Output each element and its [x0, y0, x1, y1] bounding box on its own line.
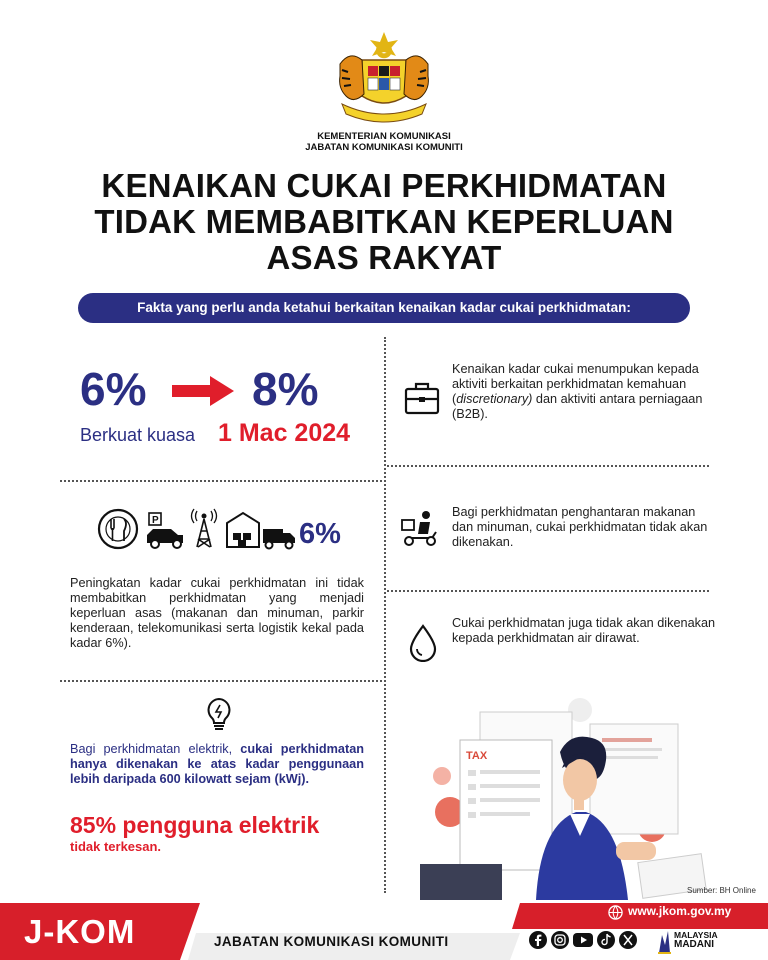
divider	[60, 480, 382, 482]
svg-text:P: P	[152, 515, 159, 526]
effective-label: Berkuat kuasa	[80, 425, 196, 445]
discretionary-text-b: dan aktiviti antara perniagaan (B2B).	[452, 392, 703, 421]
madani-logo-icon	[656, 929, 672, 955]
essentials-text: Peningkatan kadar cukai perkhidmatan ini tidak membabitkan perkhidmatan yang menjadi keperluan asas (makanan dan minuman, parkir kenderaan, telekomunikasi serta logistik kekal pada kadar 6%).	[70, 576, 364, 650]
discretionary-text	[452, 362, 718, 422]
jkom-logo: J-KOM	[24, 913, 136, 950]
malaysia-coat-of-arms-icon	[334, 30, 434, 126]
instagram-icon[interactable]	[551, 931, 569, 949]
essentials-rate: 6%	[299, 518, 341, 550]
title-line-1: KENAIKAN CUKAI PERKHIDMATAN	[101, 167, 667, 204]
food-delivery-icon	[400, 508, 440, 548]
madani-line-2: MADANI	[674, 939, 714, 950]
department-line: JABATAN KOMUNIKASI KOMUNITI	[305, 142, 463, 153]
tax-label: TAX	[466, 750, 488, 762]
facebook-icon[interactable]	[529, 931, 547, 949]
vertical-divider	[384, 337, 386, 893]
electric-stat-sub: tidak terkesan.	[70, 839, 162, 854]
x-icon[interactable]	[619, 931, 637, 949]
discretionary-term: discretionary)	[456, 392, 533, 406]
electric-stat: 85% pengguna elektrik	[70, 812, 320, 838]
tiktok-icon[interactable]	[597, 931, 615, 949]
electric-text-bold: cukai perkhidmatan hanya dikenakan ke atas kadar penggunaan lebih daripada 600 kilowatt sejam (kWj).	[70, 742, 364, 786]
telecom-tower-icon	[192, 509, 217, 547]
page-title	[0, 168, 768, 276]
old-rate: 6%	[80, 363, 147, 415]
electric-text	[70, 742, 364, 787]
youtube-icon[interactable]	[573, 933, 593, 947]
source-note: Sumber: BH Online	[687, 886, 756, 895]
arrow-right-icon	[172, 376, 234, 406]
divider	[387, 465, 709, 467]
tax-illustration	[420, 690, 720, 900]
electric-text-plain: Bagi perkhidmatan elektrik,	[70, 742, 233, 756]
new-rate: 8%	[252, 363, 319, 415]
warehouse-icon	[227, 513, 259, 547]
discretionary-text-a: Kenaikan kadar cukai menumpukan kepada aktiviti berkaitan perkhidmatan kemahuan (	[452, 362, 699, 406]
website-link[interactable]: www.jkom.gov.my	[628, 904, 732, 918]
globe-icon	[608, 905, 623, 920]
essentials-icons	[97, 507, 297, 551]
effective-date: 1 Mac 2024	[218, 419, 351, 447]
parking-car-icon	[147, 513, 183, 548]
title-line-2: TIDAK MEMBABITKAN KEPERLUAN	[94, 203, 674, 240]
delivery-text: Bagi perkhidmatan penghantaran makanan dan minuman, cukai perkhidmatan tidak akan dikenakan.	[452, 505, 708, 549]
facts-banner: Fakta yang perlu anda ketahui berkaitan kenaikan kadar cukai perkhidmatan:	[78, 293, 690, 323]
briefcase-icon	[402, 378, 442, 418]
madani-line-1: MALAYSIA	[674, 930, 718, 940]
divider	[60, 680, 382, 682]
ministry-name	[0, 131, 768, 153]
water-text: Cukai perkhidmatan juga tidak akan dikenakan kepada perkhidmatan air dirawat.	[452, 616, 716, 645]
footer-department: JABATAN KOMUNIKASI KOMUNITI	[214, 934, 449, 949]
food-icon	[99, 510, 137, 548]
divider	[387, 590, 709, 592]
social-icons	[528, 930, 638, 950]
water-drop-icon	[403, 622, 443, 662]
ministry-line: KEMENTERIAN KOMUNIKASI	[317, 131, 451, 142]
madani-logo	[674, 930, 718, 950]
title-line-3: ASAS RAKYAT	[266, 239, 502, 276]
truck-icon	[263, 529, 295, 549]
lightbulb-icon	[204, 697, 234, 731]
